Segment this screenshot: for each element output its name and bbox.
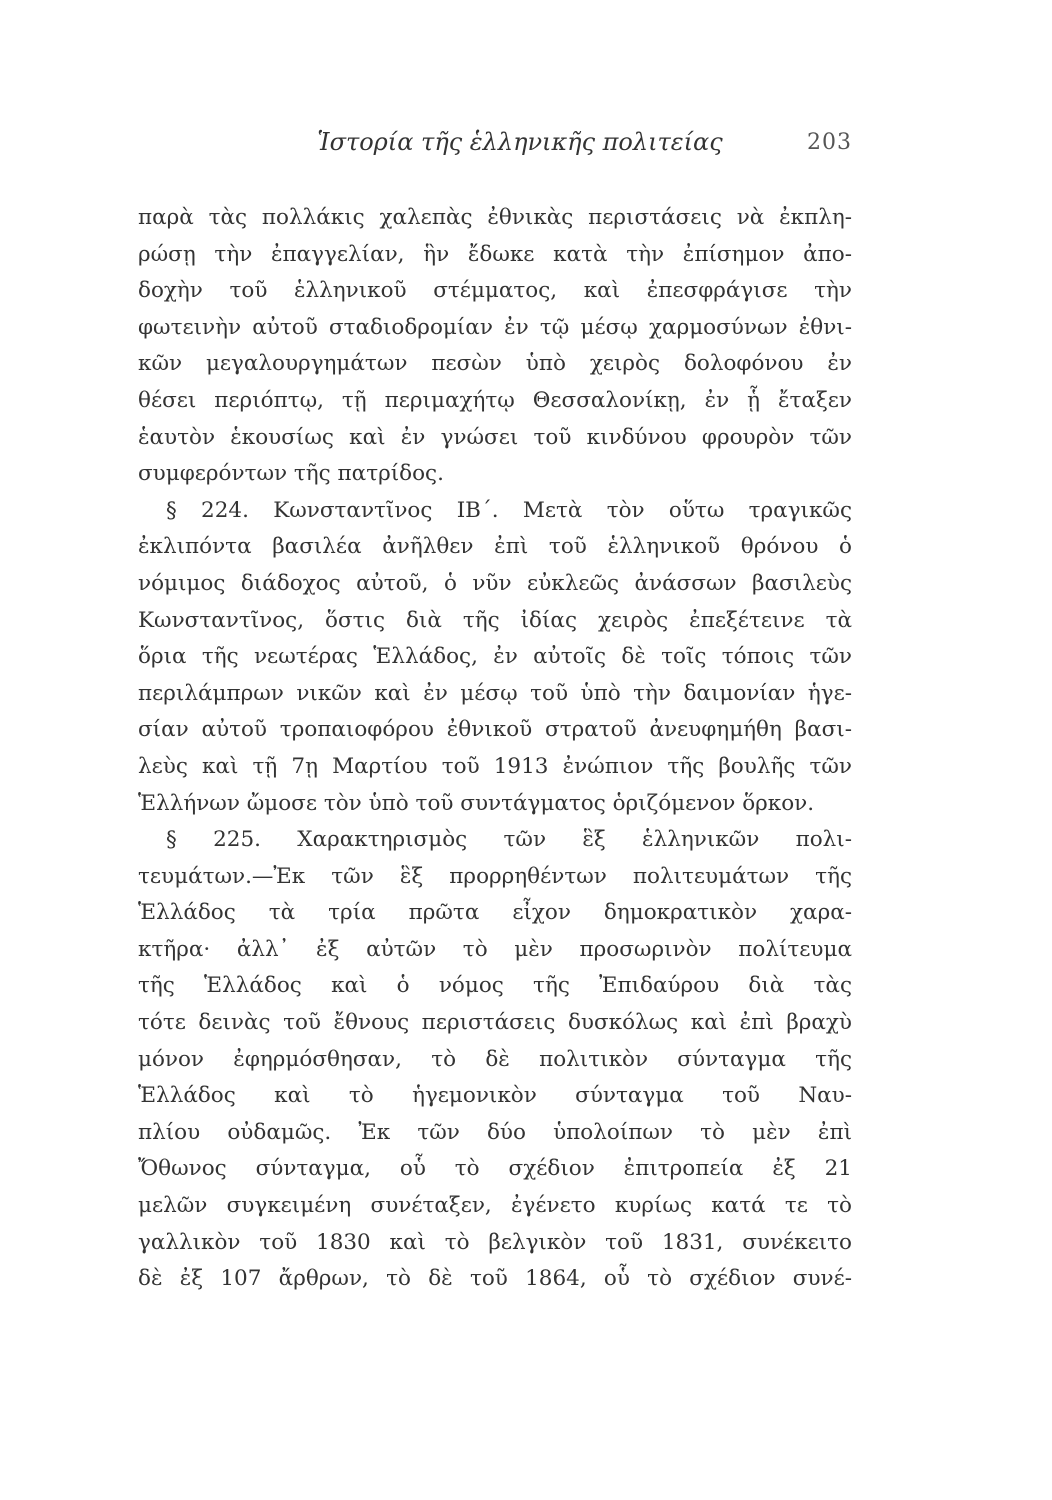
- text-line: νόμιμος διάδοχος αὐτοῦ, ὁ νῦν εὐκλεῶς ἀνάσσων βασιλεὺς: [138, 570, 852, 596]
- text-line: θέσει περιόπτῳ, τῇ περιμαχήτῳ Θεσσαλονίκῃ, ἐν ᾗ ἔταξεν: [138, 387, 852, 413]
- text-line: δοχὴν τοῦ ἑλληνικοῦ στέμματος, καὶ ἐπεσφράγισε τὴν: [138, 278, 852, 304]
- text-line: Ὄθωνος σύνταγμα, οὗ τὸ σχέδιον ἐπιτροπεία ἐξ 21: [138, 1156, 852, 1182]
- text-line: ἐκλιπόντα βασιλέα ἀνῆλθεν ἐπὶ τοῦ ἑλληνικοῦ θρόνου ὁ: [138, 534, 852, 560]
- running-head-title: Ἱστορία τῆς ἑλληνικῆς πολιτείας: [317, 128, 723, 156]
- text-line: σίαν αὐτοῦ τροπαιοφόρου ἐθνικοῦ στρατοῦ ἀνευφημήθη βασι-: [138, 717, 852, 743]
- text-line: μόνον ἐφηρμόσθησαν, τὸ δὲ πολιτικὸν σύνταγμα τῆς: [138, 1046, 852, 1072]
- text-line: Ἑλλήνων ὤμοσε τὸν ὑπὸ τοῦ συντάγματος ὁριζόμενον ὅρκον.: [138, 790, 815, 816]
- text-line: φωτεινὴν αὐτοῦ σταδιοδρομίαν ἐν τῷ μέσῳ χαρμοσύνων ἐθνι-: [138, 314, 852, 340]
- text-line: μελῶν συγκειμένη συνέταξεν, ἐγένετο κυρίως κατά τε τὸ: [138, 1193, 852, 1219]
- section-225-heading-line: § 225. Χαρακτηρισμὸς τῶν ἓξ ἑλληνικῶν πολι-: [166, 827, 852, 853]
- body-text: [138, 200, 852, 1298]
- text-line: συμφερόντων τῆς πατρίδος.: [138, 461, 444, 487]
- running-head: [140, 128, 852, 168]
- text-line: Ἑλλάδος τὰ τρία πρῶτα εἶχον δημοκρατικὸν χαρα-: [138, 900, 852, 926]
- section-224-heading-line: § 224. Κωνσταντῖνος ΙΒ΄. Μετὰ τὸν οὕτω τραγικῶς: [166, 497, 852, 523]
- text-line: δὲ ἐξ 107 ἄρθρων, τὸ δὲ τοῦ 1864, οὗ τὸ σχέδιον συνέ-: [138, 1266, 852, 1292]
- text-line: κτῆρα· ἀλλ᾽ ἐξ αὐτῶν τὸ μὲν προσωρινὸν πολίτευμα: [138, 936, 852, 962]
- text-line: ὅρια τῆς νεωτέρας Ἑλλάδος, ἐν αὐτοῖς δὲ τοῖς τόποις τῶν: [138, 644, 852, 670]
- text-line: κῶν μεγαλουργημάτων πεσὼν ὑπὸ χειρὸς δολοφόνου ἐν: [138, 351, 852, 377]
- page-number: 203: [807, 130, 852, 155]
- text-line: ρώσῃ τὴν ἐπαγγελίαν, ἣν ἔδωκε κατὰ τὴν ἐπίσημον ἀπο-: [138, 241, 852, 267]
- text-line: τῆς Ἑλλάδος καὶ ὁ νόμος τῆς Ἐπιδαύρου διὰ τὰς: [138, 973, 852, 999]
- text-line: παρὰ τὰς πολλάκις χαλεπὰς ἐθνικὰς περιστάσεις νὰ ἐκπλη-: [138, 205, 852, 230]
- text-line: περιλάμπρων νικῶν καὶ ἐν μέσῳ τοῦ ὑπὸ τὴν δαιμονίαν ἡγε-: [138, 680, 852, 706]
- text-line: πλίου οὐδαμῶς. Ἐκ τῶν δύο ὑπολοίπων τὸ μὲν ἐπὶ: [138, 1119, 852, 1145]
- text-line: Ἑλλάδος καὶ τὸ ἡγεμονικὸν σύνταγμα τοῦ Ναυ-: [138, 1083, 852, 1109]
- text-line: Κωνσταντῖνος, ὅστις διὰ τῆς ἰδίας χειρὸς ἐπεξέτεινε τὰ: [138, 607, 852, 633]
- text-line: τευμάτων.—Ἐκ τῶν ἓξ προρρηθέντων πολιτευμάτων τῆς: [138, 863, 852, 889]
- text-line: λεὺς καὶ τῇ 7ῃ Μαρτίου τοῦ 1913 ἐνώπιον τῆς βουλῆς τῶν: [138, 753, 852, 779]
- text-line: γαλλικὸν τοῦ 1830 καὶ τὸ βελγικὸν τοῦ 1831, συνέκειτο: [138, 1229, 852, 1255]
- text-line: ἑαυτὸν ἑκουσίως καὶ ἐν γνώσει τοῦ κινδύνου φρουρὸν τῶν: [138, 424, 852, 450]
- text-line: τότε δεινὰς τοῦ ἔθνους περιστάσεις δυσκόλως καὶ ἐπὶ βραχὺ: [138, 1010, 852, 1036]
